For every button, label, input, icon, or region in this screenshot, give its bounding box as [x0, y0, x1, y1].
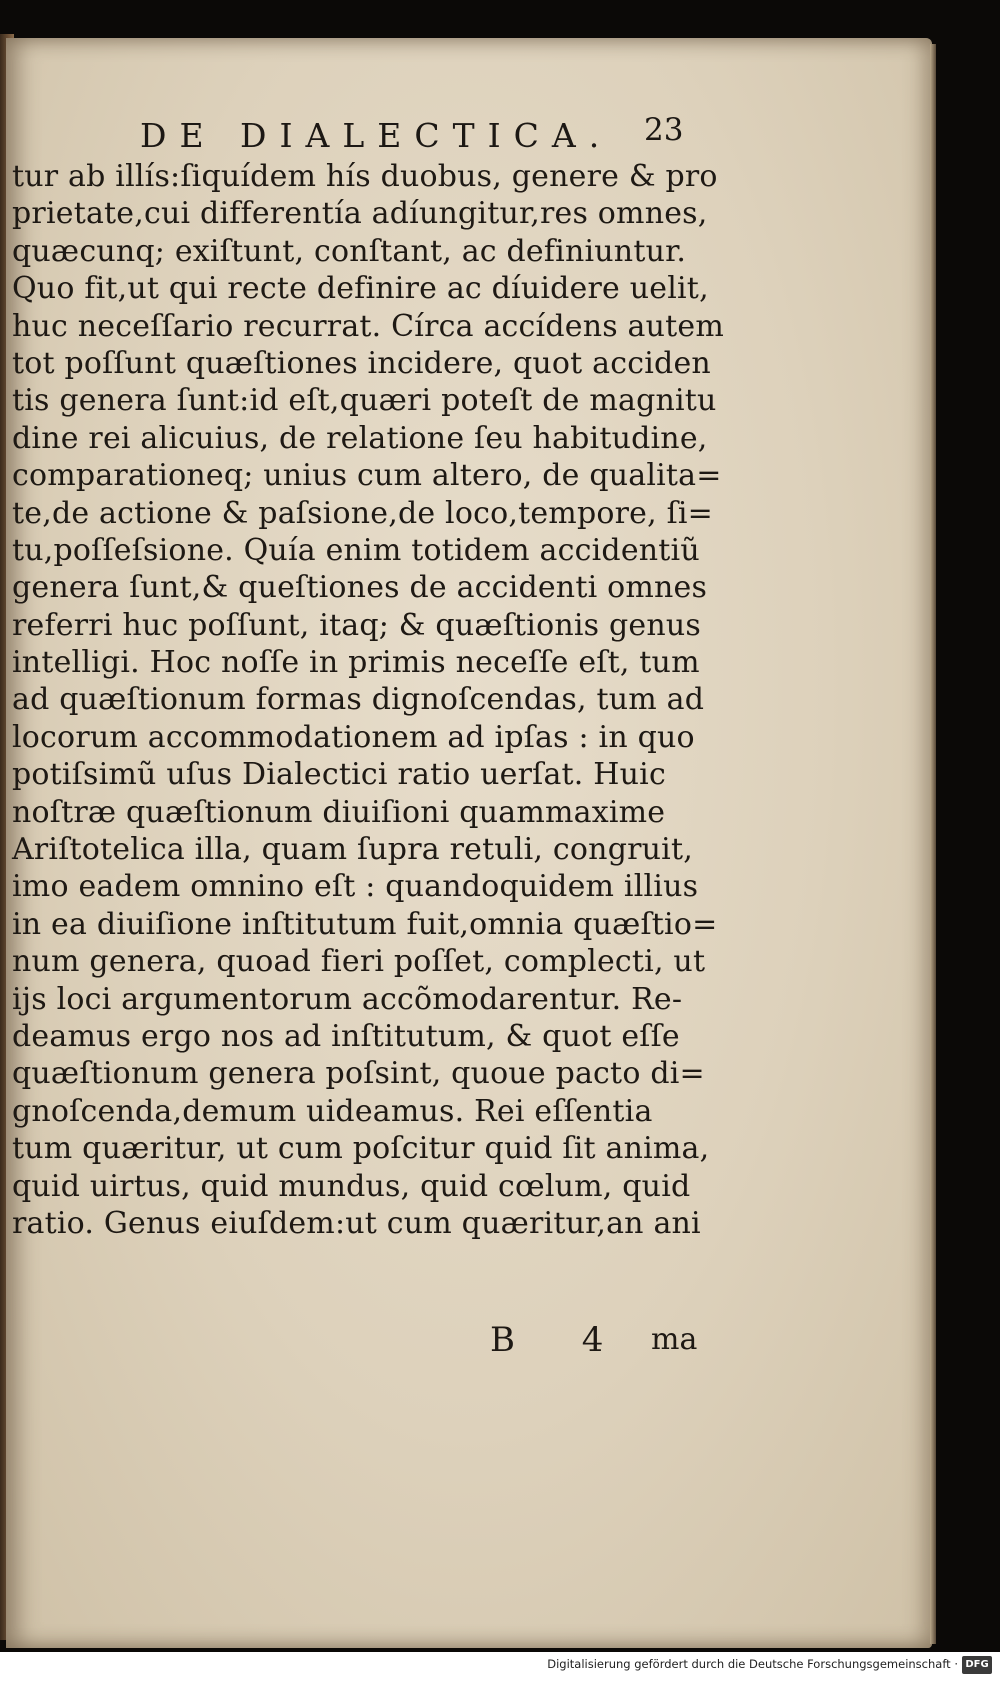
- text-line: potiſsimũ uſus Dialectici ratio uerſat. Huic: [12, 757, 666, 793]
- text-line: quæſtionum genera poſsint, quoue pacto di=: [12, 1056, 705, 1092]
- text-line: quid uirtus, quid mundus, quid cœlum, quid: [12, 1168, 691, 1204]
- text-line: tot poſſunt quæſtiones incidere, quot acciden: [12, 345, 711, 381]
- signature-mark: B 4: [490, 1320, 632, 1360]
- text-line: intelligi. Hoc noſſe in primis neceſſe eſt, tum: [12, 645, 700, 681]
- catchword: ma: [651, 1322, 698, 1357]
- text-line: ad quæſtionum formas dignoſcendas, tum ad: [12, 682, 705, 718]
- text-line: gnoſcenda,demum uideamus. Rei eſſentia: [12, 1093, 653, 1129]
- text-line: tum quæritur, ut cum poſcitur quid ſit anima,: [12, 1131, 710, 1167]
- text-line: tu,poſſeſsione. Quía enim totidem accidentiũ: [12, 532, 700, 568]
- page-number: 23: [644, 112, 684, 148]
- text-line: huc neceſſario recurrat. Círca accídens autem: [12, 308, 725, 344]
- text-line: ratio. Genus eiuſdem:ut cum quæritur,an ani: [12, 1205, 701, 1241]
- text-line: Ariſtotelica illa, quam ſupra retuli, congruit,: [12, 832, 693, 868]
- text-line: tis genera ſunt:id eſt,quæri poteſt de magnitu: [12, 383, 717, 419]
- running-head: DE DIALECTICA.: [140, 116, 613, 155]
- text-line: quæcunq; exiſtunt, conſtant, ac definiuntur.: [12, 233, 687, 269]
- text-line: Quo fit,ut qui recte definire ac díuidere uelit,: [12, 271, 709, 307]
- text-line: deamus ergo nos ad inſtitutum, & quot eſſe: [12, 1018, 680, 1054]
- funding-credit: Digitalisierung gefördert durch die Deutsche Forschungsgemeinschaft ·: [547, 1657, 958, 1671]
- text-line: imo eadem omnino eſt : quandoquidem illius: [12, 869, 699, 905]
- text-line: te,de actione & paſsione,de loco,tempore, ſi=: [12, 495, 714, 531]
- text-line: dine rei alicuius, de relatione ſeu habitudine,: [12, 420, 708, 456]
- body-text: [12, 158, 725, 1242]
- dfg-logo: DFG: [962, 1656, 992, 1674]
- text-line: referri huc poſſunt, itaq; & quæſtionis genus: [12, 607, 701, 643]
- text-line: in ea diuiſione inſtitutum fuit,omnia quæſtio=: [12, 906, 718, 942]
- text-line: num genera, quoad fieri poſſet, complecti, ut: [12, 944, 706, 980]
- text-line: ijs loci argumentorum accõmodarentur. Re-: [12, 981, 683, 1017]
- text-line: locorum accommodationem ad ipſas : in quo: [12, 719, 695, 755]
- text-line: prietate,cui differentía adíungitur,res omnes,: [12, 196, 708, 232]
- text-line: tur ab illís:ſiquídem hís duobus, genere & pro: [12, 159, 718, 194]
- text-line: genera ſunt,& queſtiones de accidenti omnes: [12, 570, 708, 606]
- text-line: noſtræ quæſtionum diuiſioni quammaxime: [12, 794, 666, 830]
- text-line: comparationeq; unius cum altero, de qualita=: [12, 458, 722, 494]
- page-edge-shadow: [930, 44, 936, 1644]
